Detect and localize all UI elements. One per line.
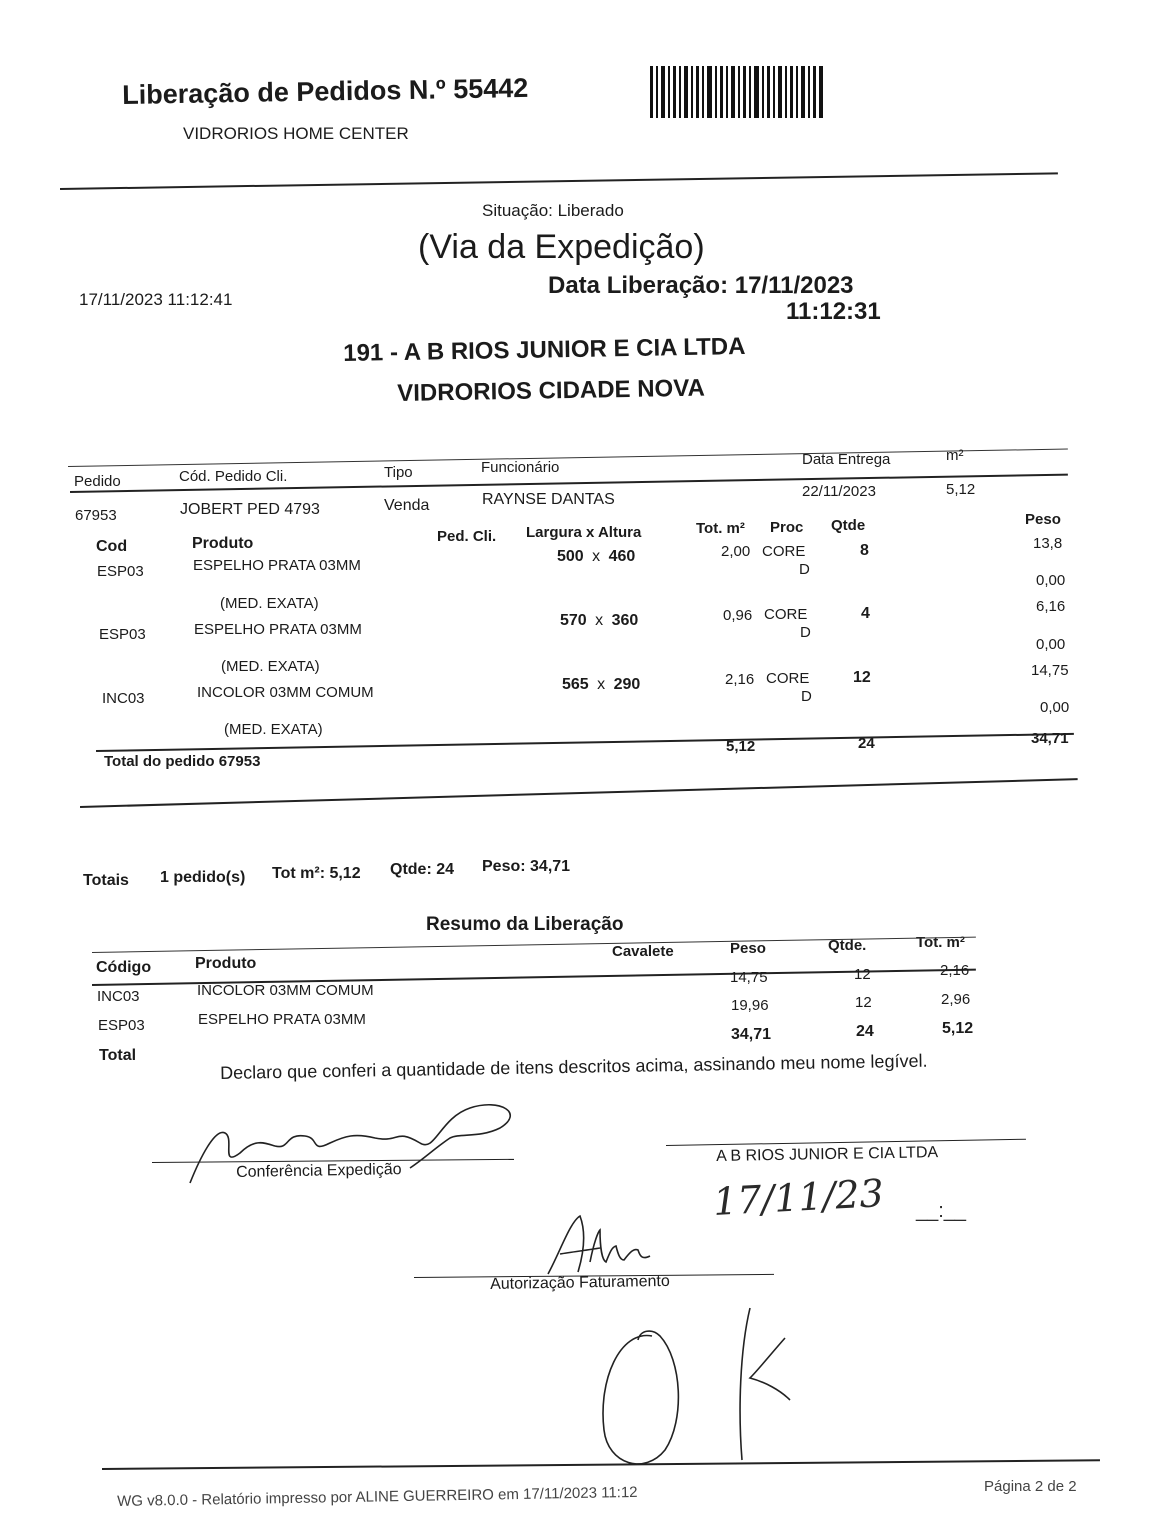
totals-pedidos: 1 pedido(s) xyxy=(160,869,246,886)
printed-timestamp: 17/11/2023 11:12:41 xyxy=(79,290,233,309)
summary-row-qtde: 12 xyxy=(854,966,871,983)
item-peso-secondary: 0,00 xyxy=(1040,699,1070,716)
items-col-qtde: Qtde xyxy=(831,517,866,534)
item-produto: ESPELHO PRATA 03MM xyxy=(194,621,362,638)
summary-row-tot-m2: 2,16 xyxy=(940,962,970,979)
item-tot-m2: 2,00 xyxy=(721,543,751,560)
col-tipo: Tipo xyxy=(384,464,413,481)
release-time: 11:12:31 xyxy=(786,298,881,325)
item-largura: 500 xyxy=(557,548,584,565)
summary-total-qtde: 24 xyxy=(856,1023,874,1040)
items-col-ped-cli: Ped. Cli. xyxy=(437,528,497,545)
item-note: (MED. EXATA) xyxy=(221,658,320,675)
footer-printed-by: WG v8.0.0 - Relatório impresso por ALINE GUERREIRO em 17/11/2023 11:12 xyxy=(117,1483,638,1510)
company-name: VIDRORIOS HOME CENTER xyxy=(183,124,409,143)
summary-row-codigo: INC03 xyxy=(97,988,140,1005)
order-total-peso: 34,71 xyxy=(1031,730,1069,747)
declaration-text: Declaro que conferi a quantidade de itens descritos acima, assinando meu nome legível. xyxy=(220,1050,928,1083)
delivery-date: 22/11/2023 xyxy=(802,483,876,500)
order-total-m2: 5,12 xyxy=(726,738,756,755)
item-altura: 460 xyxy=(608,548,636,565)
order-total-qtde: 24 xyxy=(858,735,875,752)
item-largura: 570 xyxy=(560,612,587,629)
time-blank: __:__ xyxy=(916,1200,967,1222)
release-label: Data Liberação: xyxy=(548,272,729,299)
summary-row-codigo: ESP03 xyxy=(98,1017,145,1034)
col-data-entrega: Data Entrega xyxy=(802,451,891,468)
page-number: Página 2 de 2 xyxy=(984,1478,1077,1495)
summary-col-cavalete: Cavalete xyxy=(612,943,674,960)
item-dimensions: 565 x 290 xyxy=(562,676,641,693)
item-note: (MED. EXATA) xyxy=(220,595,319,612)
authorization-signature-label: Autorização Faturamento xyxy=(490,1272,670,1293)
client-order-code: JOBERT PED 4793 xyxy=(180,501,320,518)
item-altura: 360 xyxy=(611,612,639,629)
order-end-line xyxy=(80,778,1078,808)
summary-row-tot-m2: 2,96 xyxy=(941,991,971,1008)
item-cod: ESP03 xyxy=(99,626,146,643)
summary-row-peso: 19,96 xyxy=(731,997,769,1014)
handwritten-ok xyxy=(590,1300,810,1480)
totals-peso: Peso: 34,71 xyxy=(482,858,571,875)
col-pedido: Pedido xyxy=(74,473,121,490)
via-label: (Via da Expedição) xyxy=(418,228,705,266)
item-proc-suffix: D xyxy=(799,561,810,578)
item-dimensions: 570 x 360 xyxy=(560,612,639,629)
item-proc: CORE xyxy=(764,606,808,623)
order-total-label: Total do pedido 67953 xyxy=(104,753,261,770)
release-date-label xyxy=(548,272,854,300)
barcode-image xyxy=(648,64,828,120)
summary-row-produto: ESPELHO PRATA 03MM xyxy=(198,1011,366,1028)
item-largura: 565 xyxy=(562,676,589,693)
item-proc-suffix: D xyxy=(801,688,812,705)
item-peso: 13,8 xyxy=(1033,535,1063,552)
col-funcionario: Funcionário xyxy=(481,459,560,476)
items-col-cod: Cod xyxy=(96,538,128,555)
item-proc-suffix: D xyxy=(800,624,811,641)
item-peso-secondary: 0,00 xyxy=(1036,572,1066,589)
items-col-dims: Largura x Altura xyxy=(526,524,642,541)
handwritten-date: 17/11/23 xyxy=(712,1171,885,1224)
summary-col-qtde: Qtde. xyxy=(828,937,867,954)
item-cod: INC03 xyxy=(102,690,145,707)
item-tot-m2: 2,16 xyxy=(725,671,755,688)
item-peso: 14,75 xyxy=(1031,662,1069,679)
item-note: (MED. EXATA) xyxy=(224,721,323,738)
totals-label: Totais xyxy=(83,872,129,889)
item-produto: INCOLOR 03MM COMUM xyxy=(197,684,374,701)
items-col-proc: Proc xyxy=(770,519,804,536)
item-altura: 290 xyxy=(613,676,641,693)
order-top-line xyxy=(68,449,1068,467)
item-peso-secondary: 0,00 xyxy=(1036,636,1066,653)
client-branch: VIDRORIOS CIDADE NOVA xyxy=(397,374,706,407)
summary-total-peso: 34,71 xyxy=(731,1026,772,1043)
item-tot-m2: 0,96 xyxy=(723,607,753,624)
col-cod-cli: Cód. Pedido Cli. xyxy=(179,468,288,485)
item-peso: 6,16 xyxy=(1036,598,1066,615)
summary-col-peso: Peso xyxy=(730,940,766,957)
summary-total-tot-m2: 5,12 xyxy=(942,1020,974,1037)
item-qtde: 12 xyxy=(853,669,871,686)
item-proc: CORE xyxy=(762,543,806,560)
status-text: Situação: Liberado xyxy=(482,201,624,220)
item-proc: CORE xyxy=(766,670,810,687)
report-title: Liberação de Pedidos N.º 55442 xyxy=(122,72,529,110)
client-name: 191 - A B RIOS JUNIOR E CIA LTDA xyxy=(343,332,746,367)
release-date: 17/11/2023 xyxy=(734,272,854,299)
totals-m2: Tot m²: 5,12 xyxy=(272,865,361,882)
order-type: Venda xyxy=(384,497,430,514)
summary-total-label: Total xyxy=(99,1047,137,1064)
summary-row-qtde: 12 xyxy=(855,994,872,1011)
totals-qtde: Qtde: 24 xyxy=(390,861,455,878)
item-qtde: 4 xyxy=(861,605,870,622)
order-m2: 5,12 xyxy=(946,481,976,498)
expedition-signature-label: Conferência Expedição xyxy=(236,1161,402,1181)
items-col-peso: Peso xyxy=(1025,511,1061,528)
header-divider xyxy=(60,172,1058,190)
items-col-tot-m2: Tot. m² xyxy=(696,520,745,537)
summary-row-produto: INCOLOR 03MM COMUM xyxy=(197,982,374,999)
item-qtde: 8 xyxy=(860,542,869,559)
item-cod: ESP03 xyxy=(97,563,144,580)
summary-col-tot-m2: Tot. m² xyxy=(916,934,965,951)
order-number: 67953 xyxy=(75,507,117,524)
item-produto: ESPELHO PRATA 03MM xyxy=(193,557,361,574)
col-m2: m² xyxy=(946,447,964,464)
authorization-signature xyxy=(540,1212,660,1282)
summary-col-codigo: Código xyxy=(96,959,152,976)
summary-col-produto: Produto xyxy=(195,955,257,972)
item-dimensions: 500 x 460 xyxy=(557,548,636,565)
company-signature-label: A B RIOS JUNIOR E CIA LTDA xyxy=(716,1144,939,1165)
items-col-produto: Produto xyxy=(192,535,254,552)
summary-title: Resumo da Liberação xyxy=(426,914,624,935)
summary-row-peso: 14,75 xyxy=(730,969,768,986)
employee-name: RAYNSE DANTAS xyxy=(482,491,615,508)
